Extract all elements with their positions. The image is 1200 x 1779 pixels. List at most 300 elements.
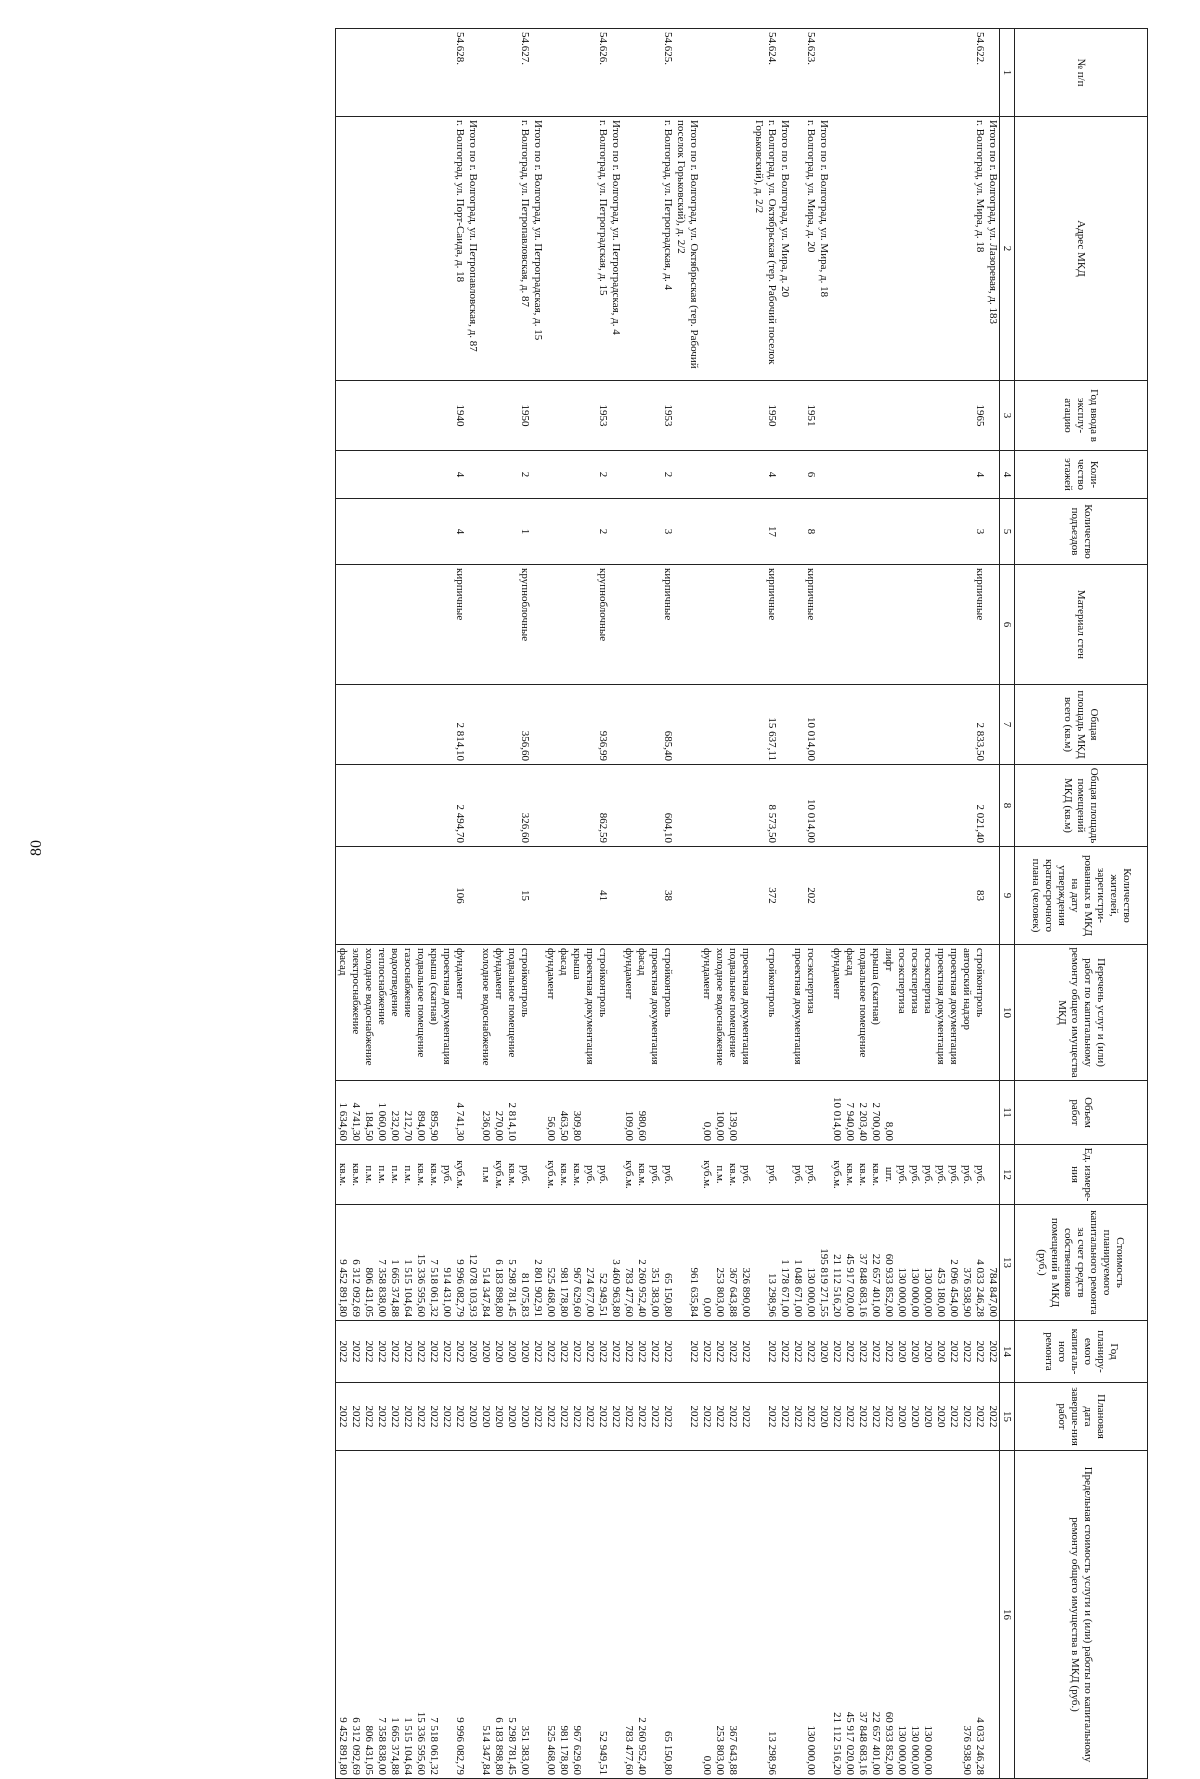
cell-col-year-commissioned bbox=[336, 381, 350, 451]
cell-col-year-commissioned bbox=[609, 381, 622, 451]
cell-col-premises-area bbox=[505, 765, 518, 847]
cell-col-total-area: 10 014,00 bbox=[804, 685, 817, 765]
table-row bbox=[895, 29, 908, 1779]
header-col-cost-limit: Предельная стоимость услуги и (или) работы по капитальному ремонту общего имущества в МКД (руб.) bbox=[1015, 1451, 1148, 1779]
cell-col-repair-year: 2020 bbox=[921, 1321, 934, 1383]
cell-col-unit: руб. bbox=[804, 1145, 817, 1205]
cell-col-year-commissioned bbox=[843, 381, 856, 451]
cell-col-floors: 4 bbox=[752, 451, 778, 499]
cell-col-wall-material bbox=[609, 565, 622, 685]
cell-col-year-commissioned: 1950 bbox=[752, 381, 778, 451]
header-col-floors: Коли-чество этажей bbox=[1015, 451, 1148, 499]
cell-col-planned-cost: 806 431,05 bbox=[362, 1205, 375, 1321]
cell-col-entrances bbox=[947, 499, 960, 565]
cell-col-address bbox=[908, 117, 921, 381]
cell-col-works-list: проектная документация bbox=[583, 945, 596, 1081]
cell-col-floors: 2 bbox=[518, 451, 531, 499]
cell-col-cost-limit: 65 150,80 bbox=[661, 1451, 674, 1779]
table-row bbox=[479, 29, 492, 1779]
cell-col-planned-cost: 514 347,84 bbox=[479, 1205, 492, 1321]
cell-col-completion-date: 2022 bbox=[869, 1383, 882, 1451]
cell-col-unit: руб. bbox=[661, 1145, 674, 1205]
cell-col-works-list: крыша bbox=[570, 945, 583, 1081]
cell-col-index bbox=[713, 29, 726, 117]
cell-col-wall-material bbox=[700, 565, 713, 685]
cell-col-unit: п.м. bbox=[375, 1145, 388, 1205]
cell-col-address: г. Волгоград, ул. Петроградская, д. 4 bbox=[661, 117, 674, 381]
table-row bbox=[349, 29, 362, 1779]
cell-col-floors bbox=[934, 451, 947, 499]
cell-col-total-area bbox=[713, 685, 726, 765]
cell-col-work-volume: 7 940,00 bbox=[843, 1081, 856, 1145]
cell-col-floors bbox=[856, 451, 869, 499]
table-row bbox=[882, 29, 895, 1779]
cell-col-total-area bbox=[583, 685, 596, 765]
cell-col-premises-area bbox=[674, 765, 700, 847]
cell-col-wall-material bbox=[713, 565, 726, 685]
cell-col-planned-cost: 9 996 082,79 bbox=[453, 1205, 466, 1321]
cell-col-address bbox=[492, 117, 505, 381]
cell-col-work-volume bbox=[583, 1081, 596, 1145]
cell-col-index bbox=[427, 29, 440, 117]
cell-col-premises-area bbox=[531, 765, 544, 847]
cell-col-wall-material bbox=[492, 565, 505, 685]
cell-col-work-volume: 2 814,10 bbox=[505, 1081, 518, 1145]
cell-col-index bbox=[570, 29, 583, 117]
cell-col-repair-year: 2022 bbox=[752, 1321, 778, 1383]
cell-col-residents bbox=[336, 847, 350, 945]
cell-col-completion-date: 2020 bbox=[921, 1383, 934, 1451]
cell-col-premises-area bbox=[700, 765, 713, 847]
table-row bbox=[869, 29, 882, 1779]
table-row bbox=[661, 29, 674, 1779]
cell-col-completion-date: 2022 bbox=[635, 1383, 648, 1451]
cell-col-year-commissioned bbox=[921, 381, 934, 451]
cell-col-address bbox=[739, 117, 752, 381]
cell-col-premises-area bbox=[895, 765, 908, 847]
cell-col-address bbox=[479, 117, 492, 381]
cell-col-planned-cost: 52 949,51 bbox=[596, 1205, 609, 1321]
cell-col-entrances: 3 bbox=[661, 499, 674, 565]
cell-col-entrances bbox=[414, 499, 427, 565]
cell-col-planned-cost: 7 358 838,00 bbox=[375, 1205, 388, 1321]
cell-col-entrances bbox=[674, 499, 700, 565]
table-row bbox=[739, 29, 752, 1779]
cell-col-floors bbox=[778, 451, 791, 499]
cell-col-completion-date: 2022 bbox=[726, 1383, 739, 1451]
cell-col-floors bbox=[440, 451, 453, 499]
cell-col-year-commissioned bbox=[479, 381, 492, 451]
cell-col-residents bbox=[895, 847, 908, 945]
cell-col-entrances bbox=[895, 499, 908, 565]
cell-col-cost-limit: 60 933 852,00 bbox=[882, 1451, 895, 1779]
cell-col-repair-year: 2022 bbox=[791, 1321, 804, 1383]
cell-col-entrances bbox=[830, 499, 843, 565]
cell-col-total-area bbox=[830, 685, 843, 765]
cell-col-floors bbox=[843, 451, 856, 499]
cell-col-premises-area bbox=[583, 765, 596, 847]
cell-col-address bbox=[544, 117, 557, 381]
cell-col-address bbox=[830, 117, 843, 381]
cell-col-unit: кв.м. bbox=[349, 1145, 362, 1205]
cell-col-unit: куб.м. bbox=[453, 1145, 466, 1205]
cell-col-address: Итого по г. Волгоград, ул. Мира, д. 18 bbox=[817, 117, 830, 381]
cell-col-address: г. Волгоград, ул. Мира, д. 18 bbox=[973, 117, 986, 381]
cell-col-works-list: госэкспертиза bbox=[804, 945, 817, 1081]
cell-col-cost-limit: 981 178,80 bbox=[557, 1451, 570, 1779]
cell-col-residents bbox=[882, 847, 895, 945]
cell-col-planned-cost: 81 075,83 bbox=[518, 1205, 531, 1321]
table-row bbox=[947, 29, 960, 1779]
cell-col-index bbox=[492, 29, 505, 117]
cell-col-repair-year: 2022 bbox=[739, 1321, 752, 1383]
cell-col-completion-date: 2022 bbox=[570, 1383, 583, 1451]
cell-col-address bbox=[934, 117, 947, 381]
table-row bbox=[583, 29, 596, 1779]
cell-col-cost-limit: 130 000,00 bbox=[804, 1451, 817, 1779]
cell-col-index: 54.623. bbox=[804, 29, 817, 117]
cell-col-address bbox=[960, 117, 973, 381]
cell-col-year-commissioned bbox=[869, 381, 882, 451]
cell-col-wall-material: кирпичные bbox=[973, 565, 986, 685]
cell-col-year-commissioned bbox=[388, 381, 401, 451]
cell-col-residents bbox=[856, 847, 869, 945]
cell-col-repair-year: 2020 bbox=[492, 1321, 505, 1383]
cell-col-year-commissioned bbox=[674, 381, 700, 451]
cell-col-unit bbox=[609, 1145, 622, 1205]
cell-col-works-list bbox=[609, 945, 622, 1081]
cell-col-floors bbox=[674, 451, 700, 499]
cell-col-completion-date: 2022 bbox=[622, 1383, 635, 1451]
cell-col-planned-cost: 130 000,00 bbox=[804, 1205, 817, 1321]
cell-col-residents bbox=[934, 847, 947, 945]
cell-col-works-list: холодное водоснабжение bbox=[713, 945, 726, 1081]
cell-col-address bbox=[882, 117, 895, 381]
cell-col-address bbox=[440, 117, 453, 381]
cell-col-planned-cost: 274 677,00 bbox=[583, 1205, 596, 1321]
cell-col-floors bbox=[479, 451, 492, 499]
cell-col-premises-area bbox=[466, 765, 479, 847]
table-row bbox=[635, 29, 648, 1779]
cell-col-premises-area bbox=[778, 765, 791, 847]
column-number: 4 bbox=[1000, 451, 1015, 499]
cell-col-cost-limit: 351 383,00 bbox=[518, 1451, 531, 1779]
cell-col-entrances bbox=[388, 499, 401, 565]
cell-col-cost-limit: 253 803,00 bbox=[713, 1451, 726, 1779]
header-col-wall-material: Материал стен bbox=[1015, 565, 1148, 685]
cell-col-wall-material bbox=[362, 565, 375, 685]
cell-col-entrances: 17 bbox=[752, 499, 778, 565]
cell-col-completion-date: 2022 bbox=[791, 1383, 804, 1451]
cell-col-work-volume bbox=[791, 1081, 804, 1145]
column-number: 16 bbox=[1000, 1451, 1015, 1779]
cell-col-total-area: 2 814,10 bbox=[453, 685, 466, 765]
cell-col-index bbox=[817, 29, 830, 117]
cell-col-index: 54.624. bbox=[752, 29, 778, 117]
cell-col-year-commissioned bbox=[401, 381, 414, 451]
cell-col-repair-year: 2020 bbox=[895, 1321, 908, 1383]
cell-col-wall-material bbox=[778, 565, 791, 685]
table-row bbox=[713, 29, 726, 1779]
cell-col-work-volume: 8,00 bbox=[882, 1081, 895, 1145]
cell-col-repair-year: 2022 bbox=[440, 1321, 453, 1383]
cell-col-repair-year: 2022 bbox=[856, 1321, 869, 1383]
cell-col-planned-cost: 2 096 454,00 bbox=[947, 1205, 960, 1321]
table-row bbox=[414, 29, 427, 1779]
cell-col-premises-area bbox=[648, 765, 661, 847]
cell-col-works-list: проектная документация bbox=[947, 945, 960, 1081]
cell-col-total-area bbox=[908, 685, 921, 765]
cell-col-premises-area bbox=[947, 765, 960, 847]
cell-col-unit: куб.м. bbox=[622, 1145, 635, 1205]
cell-col-residents: 41 bbox=[596, 847, 609, 945]
cell-col-entrances: 4 bbox=[453, 499, 466, 565]
cell-col-index bbox=[895, 29, 908, 117]
cell-col-wall-material bbox=[479, 565, 492, 685]
cell-col-works-list: стройконтроль bbox=[973, 945, 986, 1081]
cell-col-index bbox=[869, 29, 882, 117]
cell-col-work-volume: 10 014,00 bbox=[830, 1081, 843, 1145]
column-number: 9 bbox=[1000, 847, 1015, 945]
capital-repair-table bbox=[335, 28, 1148, 1779]
cell-col-residents bbox=[817, 847, 830, 945]
cell-col-repair-year: 2022 bbox=[609, 1321, 622, 1383]
cell-col-entrances bbox=[778, 499, 791, 565]
table-row bbox=[843, 29, 856, 1779]
cell-col-unit: кв.м. bbox=[869, 1145, 882, 1205]
cell-col-entrances: 8 bbox=[804, 499, 817, 565]
cell-col-completion-date: 2022 bbox=[973, 1383, 986, 1451]
cell-col-work-volume: 109,00 bbox=[622, 1081, 635, 1145]
cell-col-year-commissioned: 1953 bbox=[661, 381, 674, 451]
cell-col-floors: 4 bbox=[973, 451, 986, 499]
cell-col-work-volume: 139,00 bbox=[726, 1081, 739, 1145]
cell-col-cost-limit bbox=[934, 1451, 947, 1779]
cell-col-floors bbox=[336, 451, 350, 499]
cell-col-unit: руб. bbox=[895, 1145, 908, 1205]
cell-col-works-list: фасад bbox=[635, 945, 648, 1081]
cell-col-work-volume bbox=[518, 1081, 531, 1145]
cell-col-works-list: лифт bbox=[882, 945, 895, 1081]
table-row bbox=[973, 29, 986, 1779]
cell-col-unit: п.м. bbox=[388, 1145, 401, 1205]
cell-col-works-list bbox=[986, 945, 1000, 1081]
cell-col-entrances bbox=[648, 499, 661, 565]
cell-col-cost-limit: 130 000,00 bbox=[921, 1451, 934, 1779]
cell-col-unit: руб. bbox=[739, 1145, 752, 1205]
cell-col-floors bbox=[570, 451, 583, 499]
cell-col-floors bbox=[726, 451, 739, 499]
header-col-works-list: Перечень услуг и (или) работ по капитальному ремонту общего имущества МКД bbox=[1015, 945, 1148, 1081]
cell-col-premises-area bbox=[882, 765, 895, 847]
cell-col-total-area bbox=[349, 685, 362, 765]
cell-col-index bbox=[505, 29, 518, 117]
table-row bbox=[622, 29, 635, 1779]
cell-col-unit bbox=[778, 1145, 791, 1205]
cell-col-index bbox=[739, 29, 752, 117]
cell-col-work-volume bbox=[986, 1081, 1000, 1145]
cell-col-works-list: стройконтроль bbox=[518, 945, 531, 1081]
cell-col-completion-date: 2020 bbox=[479, 1383, 492, 1451]
cell-col-works-list: стройконтроль bbox=[661, 945, 674, 1081]
cell-col-repair-year: 2022 bbox=[960, 1321, 973, 1383]
cell-col-premises-area bbox=[414, 765, 427, 847]
cell-col-index bbox=[414, 29, 427, 117]
cell-col-unit: кв.м. bbox=[336, 1145, 350, 1205]
cell-col-address: г. Волгоград, ул. Мира, д. 20 bbox=[804, 117, 817, 381]
cell-col-unit: руб. bbox=[518, 1145, 531, 1205]
cell-col-floors bbox=[557, 451, 570, 499]
cell-col-repair-year: 2022 bbox=[388, 1321, 401, 1383]
column-number: 13 bbox=[1000, 1205, 1015, 1321]
cell-col-planned-cost: 1 665 374,88 bbox=[388, 1205, 401, 1321]
cell-col-entrances: 1 bbox=[518, 499, 531, 565]
cell-col-index bbox=[349, 29, 362, 117]
cell-col-cost-limit: 21 112 516,20 bbox=[830, 1451, 843, 1779]
cell-col-unit: руб. bbox=[960, 1145, 973, 1205]
cell-col-premises-area: 10 014,00 bbox=[804, 765, 817, 847]
cell-col-planned-cost: 961 635,84 bbox=[674, 1205, 700, 1321]
table-total-row bbox=[466, 29, 479, 1779]
cell-col-total-area bbox=[739, 685, 752, 765]
cell-col-repair-year: 2022 bbox=[362, 1321, 375, 1383]
cell-col-year-commissioned bbox=[817, 381, 830, 451]
cell-col-total-area bbox=[856, 685, 869, 765]
cell-col-repair-year: 2022 bbox=[531, 1321, 544, 1383]
cell-col-completion-date: 2022 bbox=[739, 1383, 752, 1451]
cell-col-year-commissioned bbox=[713, 381, 726, 451]
cell-col-cost-limit bbox=[440, 1451, 453, 1779]
cell-col-wall-material bbox=[531, 565, 544, 685]
cell-col-total-area bbox=[492, 685, 505, 765]
cell-col-entrances bbox=[726, 499, 739, 565]
cell-col-index bbox=[531, 29, 544, 117]
cell-col-planned-cost: 37 848 683,16 bbox=[856, 1205, 869, 1321]
cell-col-cost-limit bbox=[817, 1451, 830, 1779]
cell-col-year-commissioned bbox=[635, 381, 648, 451]
cell-col-total-area bbox=[986, 685, 1000, 765]
cell-col-year-commissioned: 1953 bbox=[596, 381, 609, 451]
cell-col-cost-limit bbox=[739, 1451, 752, 1779]
cell-col-work-volume bbox=[661, 1081, 674, 1145]
table-row bbox=[960, 29, 973, 1779]
cell-col-entrances bbox=[505, 499, 518, 565]
cell-col-total-area: 356,60 bbox=[518, 685, 531, 765]
cell-col-completion-date: 2022 bbox=[960, 1383, 973, 1451]
cell-col-index: 54.626. bbox=[596, 29, 609, 117]
cell-col-work-volume bbox=[609, 1081, 622, 1145]
table-row bbox=[518, 29, 531, 1779]
cell-col-completion-date: 2022 bbox=[440, 1383, 453, 1451]
cell-col-entrances bbox=[375, 499, 388, 565]
cell-col-cost-limit: 130 000,00 bbox=[908, 1451, 921, 1779]
cell-col-floors bbox=[609, 451, 622, 499]
table-row bbox=[362, 29, 375, 1779]
cell-col-repair-year: 2022 bbox=[427, 1321, 440, 1383]
cell-col-address: Итого по г. Волгоград, ул. Мира, д. 20 bbox=[778, 117, 791, 381]
cell-col-entrances bbox=[557, 499, 570, 565]
cell-col-year-commissioned bbox=[583, 381, 596, 451]
cell-col-address bbox=[791, 117, 804, 381]
cell-col-completion-date: 2022 bbox=[388, 1383, 401, 1451]
cell-col-total-area bbox=[414, 685, 427, 765]
cell-col-premises-area: 862,59 bbox=[596, 765, 609, 847]
cell-col-index bbox=[609, 29, 622, 117]
cell-col-completion-date: 2020 bbox=[466, 1383, 479, 1451]
cell-col-cost-limit: 6 183 898,80 bbox=[492, 1451, 505, 1779]
cell-col-unit: руб. bbox=[947, 1145, 960, 1205]
cell-col-total-area bbox=[895, 685, 908, 765]
cell-col-index bbox=[648, 29, 661, 117]
cell-col-wall-material: крупноблочные bbox=[596, 565, 609, 685]
cell-col-premises-area bbox=[492, 765, 505, 847]
cell-col-floors bbox=[362, 451, 375, 499]
column-number: 7 bbox=[1000, 685, 1015, 765]
cell-col-residents bbox=[505, 847, 518, 945]
cell-col-residents bbox=[830, 847, 843, 945]
cell-col-wall-material bbox=[843, 565, 856, 685]
cell-col-index bbox=[635, 29, 648, 117]
cell-col-premises-area bbox=[479, 765, 492, 847]
cell-col-total-area bbox=[921, 685, 934, 765]
cell-col-premises-area bbox=[570, 765, 583, 847]
cell-col-index bbox=[401, 29, 414, 117]
cell-col-address: г. Волгоград, ул. Октябрьская (тер. Рабочий поселок Горьковский), д. 2/2 bbox=[752, 117, 778, 381]
cell-col-premises-area bbox=[375, 765, 388, 847]
cell-col-index bbox=[791, 29, 804, 117]
cell-col-total-area bbox=[388, 685, 401, 765]
cell-col-works-list bbox=[817, 945, 830, 1081]
cell-col-wall-material bbox=[921, 565, 934, 685]
cell-col-repair-year: 2022 bbox=[843, 1321, 856, 1383]
cell-col-residents bbox=[986, 847, 1000, 945]
cell-col-wall-material bbox=[960, 565, 973, 685]
cell-col-floors bbox=[947, 451, 960, 499]
cell-col-year-commissioned bbox=[895, 381, 908, 451]
cell-col-completion-date: 2022 bbox=[700, 1383, 713, 1451]
cell-col-wall-material bbox=[505, 565, 518, 685]
cell-col-cost-limit: 1 515 104,64 bbox=[401, 1451, 414, 1779]
cell-col-residents bbox=[622, 847, 635, 945]
cell-col-cost-limit: 45 917 020,00 bbox=[843, 1451, 856, 1779]
cell-col-premises-area bbox=[830, 765, 843, 847]
cell-col-wall-material bbox=[401, 565, 414, 685]
cell-col-planned-cost: 1 515 104,64 bbox=[401, 1205, 414, 1321]
cell-col-address bbox=[635, 117, 648, 381]
cell-col-work-volume bbox=[778, 1081, 791, 1145]
cell-col-repair-year: 2022 bbox=[947, 1321, 960, 1383]
cell-col-total-area bbox=[934, 685, 947, 765]
cell-col-residents: 38 bbox=[661, 847, 674, 945]
cell-col-entrances bbox=[713, 499, 726, 565]
cell-col-completion-date: 2022 bbox=[427, 1383, 440, 1451]
cell-col-works-list: фундамент bbox=[622, 945, 635, 1081]
cell-col-wall-material bbox=[947, 565, 960, 685]
cell-col-completion-date: 2022 bbox=[336, 1383, 350, 1451]
cell-col-completion-date: 2022 bbox=[453, 1383, 466, 1451]
cell-col-completion-date: 2022 bbox=[362, 1383, 375, 1451]
cell-col-completion-date: 2022 bbox=[349, 1383, 362, 1451]
cell-col-address bbox=[869, 117, 882, 381]
cell-col-wall-material: кирпичные bbox=[752, 565, 778, 685]
cell-col-premises-area bbox=[388, 765, 401, 847]
cell-col-unit: руб. bbox=[583, 1145, 596, 1205]
cell-col-planned-cost: 376 938,90 bbox=[960, 1205, 973, 1321]
cell-col-entrances bbox=[440, 499, 453, 565]
cell-col-completion-date: 2022 bbox=[804, 1383, 817, 1451]
cell-col-year-commissioned: 1950 bbox=[518, 381, 531, 451]
cell-col-works-list: холодное водоснабжение bbox=[479, 945, 492, 1081]
